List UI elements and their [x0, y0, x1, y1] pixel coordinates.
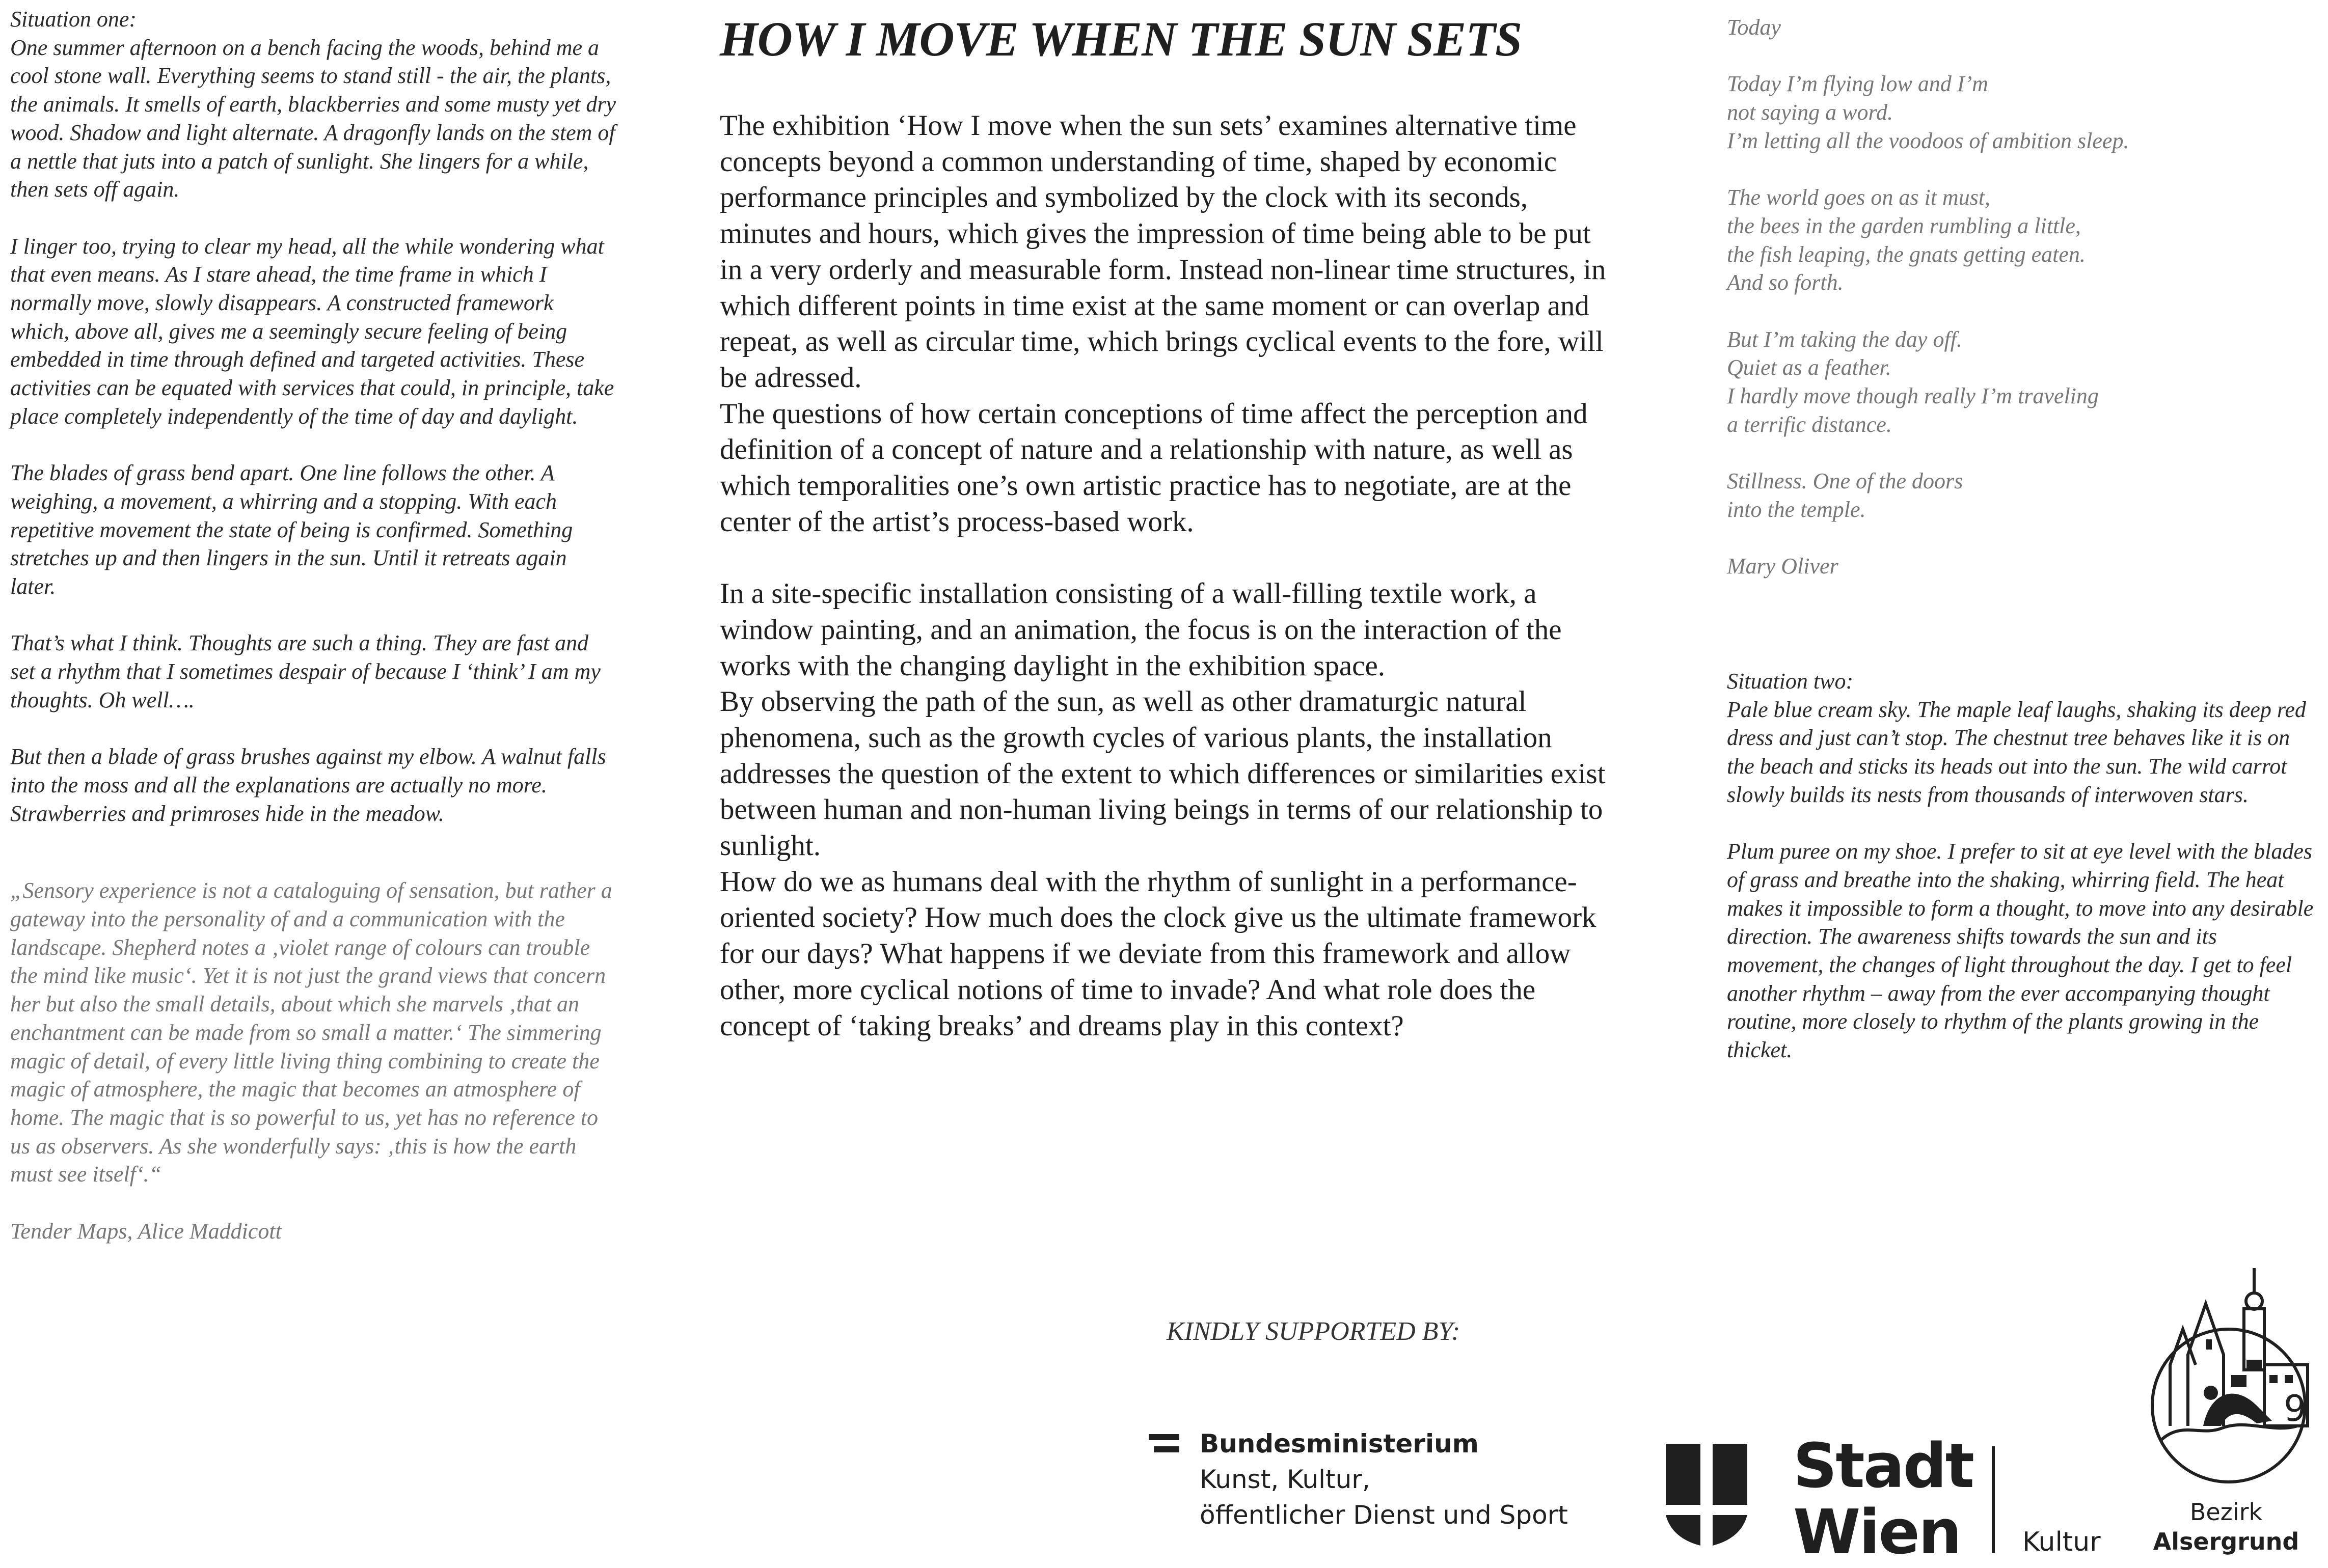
poem-line: not saying a word. — [1727, 100, 1893, 125]
quote-text: „Sensory experience is not a cataloguing of sensation, but rather a gateway into the personality of and a communication with the landscape. Shepherd notes a ‚violet range of colours can trouble the mind like music‘. Yet it is not just the grand views that concern her but also the small details, about which she marvels ‚that an enchantment can be made from so small a matter.‘ The simmering magic of detail, of every little living thing combining to create the magic of atmosphere, the magic that becomes an atmosphere of home. The magic that is so powerful to us, yet has no reference to us as observers. As she wonderfully says: ‚this is how the earth must see itself‘.“ — [10, 878, 612, 1187]
situation-two-paragraph: Plum puree on my shoe. I prefer to sit at eye level with the blades of grass and breathe into the shaking, whirring field. The heat makes it impossible to form a thought, to move into any desirable direction. The awareness shifts towards the sun and its movement, the changes of light throughout the day. I get to feel another rhythm – away from the ever accompanying thought routine, more closely to rhythm of the plants growing in the thicket. — [1727, 839, 2314, 1063]
quote-block — [10, 876, 616, 1245]
bundesministerium-name — [1200, 1426, 1568, 1533]
poem-line: Stillness. One of the doors — [1727, 469, 1963, 494]
body-paragraph: How do we as humans deal with the rhythm of sunlight in a performance-oriented society? How much does the clock give us the ultimate framework for our days? What happens if we deviate from this framework and allow other, more cyclical notions of time to invade? And what role does the concept of ‘taking breaks’ and dreams play in this context? — [720, 865, 1596, 1042]
poem — [1727, 13, 2318, 581]
situation-two-paragraph: Pale blue cream sky. The maple leaf laughs, shaking its deep red dress and just can’t stop. The chestnut tree behaves like it is on the beach and sticks its heads out into the sun. The wild carrot slowly builds its nests from thousands of interwoven stars. — [1727, 697, 2306, 807]
poem-line: I hardly move though really I’m traveling — [1727, 383, 2099, 409]
quote-source: Tender Maps, Alice Maddicott — [10, 1218, 282, 1244]
stadt-wien-department: Kultur — [2022, 1527, 2101, 1557]
alsergrund-crest-icon — [2140, 1258, 2313, 1492]
poem-title: Today — [1727, 15, 1781, 40]
body-paragraph: The exhibition ‘How I move when the sun sets’ examines alternative time concepts beyond a common understanding of time, shaped by economic performance principles and symbolized by the clock with its seconds, minutes and hours, which gives the impression of time being able to be put in a very orderly and measurable form. Instead non-linear time structures, in which different points in time exist at the same moment or can overlap and repeat, as well as circular time, which brings cyclical events to the fore, will be adressed. — [720, 109, 1606, 394]
stadt-wien-logo — [1666, 1431, 2124, 1568]
divider — [1992, 1446, 1995, 1553]
alsergrund-name — [2140, 1497, 2313, 1556]
situation-one-paragraph: The blades of grass bend apart. One line follows the other. A weighing, a movement, a whirring and a stopping. With each repetitive movement the state of being is confirmed. Something stretches up and then lingers in the sun. Until it retreats again later. — [10, 460, 573, 599]
left-column — [10, 5, 616, 1274]
right-column — [1727, 13, 2318, 1093]
alsergrund-line: Bezirk — [2189, 1498, 2263, 1526]
main-column — [720, 11, 1606, 1044]
poem-line: The world goes on as it must, — [1727, 185, 1991, 210]
supported-by-label: KINDLY SUPPORTED BY: — [1167, 1317, 1460, 1346]
poem-line: But I’m taking the day off. — [1727, 326, 1962, 352]
poem-stanza — [1727, 70, 2318, 155]
austria-flag-icon — [1149, 1434, 1179, 1454]
bm-line: Kunst, Kultur, — [1200, 1465, 1370, 1494]
crest-number: 9 — [2284, 1388, 2307, 1429]
stadt-wien-wordmark — [1793, 1431, 1973, 1568]
body-paragraph: By observing the path of the sun, as well as other dramaturgic natural phenomena, such as the growth cycles of various plants, the installation addresses the question of the extent to which differences or similarities exist between human and non-human living beings in terms of our relationship to sunlight. — [720, 685, 1606, 862]
poem-line: the fish leaping, the gnats getting eaten. — [1727, 241, 2086, 267]
poem-line: I’m letting all the voodoos of ambition sleep. — [1727, 128, 2129, 153]
poem-author: Mary Oliver — [1727, 554, 1838, 579]
stadt-wien-line: Stadt — [1793, 1431, 1973, 1502]
situation-two — [1727, 667, 2318, 1064]
situation-one — [10, 5, 616, 828]
vienna-shield-icon — [1666, 1444, 1747, 1546]
poem-line: the bees in the garden rumbling a little, — [1727, 213, 2081, 238]
poem-stanza — [1727, 325, 2318, 439]
poem-line: a terrific distance. — [1727, 411, 1892, 437]
poem-line: Quiet as a feather. — [1727, 355, 1891, 380]
situation-one-paragraph: But then a blade of grass brushes against my elbow. A walnut falls into the moss and all the explanations are actually no more. Strawberries and primroses hide in the meadow. — [10, 744, 606, 826]
body-paragraph: The questions of how certain conceptions of time affect the perception and definition of a concept of nature and a relationship with nature, as well as which temporalities one’s own artistic practice has to negotiate, are at the center of the artist’s process-based work. — [720, 397, 1588, 538]
poem-line: into the temple. — [1727, 497, 1866, 522]
main-body — [720, 108, 1606, 1044]
situation-one-paragraph: One summer afternoon on a bench facing the woods, behind me a cool stone wall. Everything seems to stand still - the air, the plants, the animals. It smells of earth, blackberries and some musty yet dry wood. Shadow and light alternate. A dragonfly lands on the stem of a nettle that juts into a patch of sunlight. She lingers for a while, then sets off again. — [10, 35, 616, 202]
poem-line: And so forth. — [1727, 270, 1844, 295]
alsergrund-line: Alsergrund — [2153, 1528, 2299, 1555]
situation-two-heading: Situation two: — [1727, 668, 1854, 694]
body-paragraph: In a site-specific installation consisting of a wall-filling textile work, a window painting, and an animation, the focus is on the interaction of the works with the changing daylight in the exhibition space. — [720, 577, 1562, 682]
bm-line: Bundesministerium — [1200, 1429, 1479, 1459]
poem-stanza — [1727, 467, 2318, 524]
alsergrund-logo — [2140, 1258, 2313, 1553]
bm-line: öffentlicher Dienst und Sport — [1200, 1500, 1568, 1530]
poem-line: Today I’m flying low and I’m — [1727, 71, 1988, 97]
situation-one-paragraph: That’s what I think. Thoughts are such a thing. They are fast and set a rhythm that I sometimes despair of because I ‘think’ I am my thoughts. Oh well…. — [10, 630, 601, 712]
bundesministerium-logo — [1149, 1426, 1607, 1543]
page-title: HOW I MOVE WHEN THE SUN SETS — [720, 12, 1522, 66]
situation-one-paragraph: I linger too, trying to clear my head, all the while wondering what that even means. As I stare ahead, the time frame in which I normally move, slowly disappears. A constructed framework which, above all, gives me a seemingly secure feeling of being embedded in time through defined and targeted activities. These activities can be equated with services that could, in principle, take place completely independently of the time of day and daylight. — [10, 233, 614, 429]
poem-stanza — [1727, 183, 2318, 297]
situation-one-heading: Situation one: — [10, 7, 137, 32]
stadt-wien-line: Wien — [1793, 1497, 1961, 1568]
